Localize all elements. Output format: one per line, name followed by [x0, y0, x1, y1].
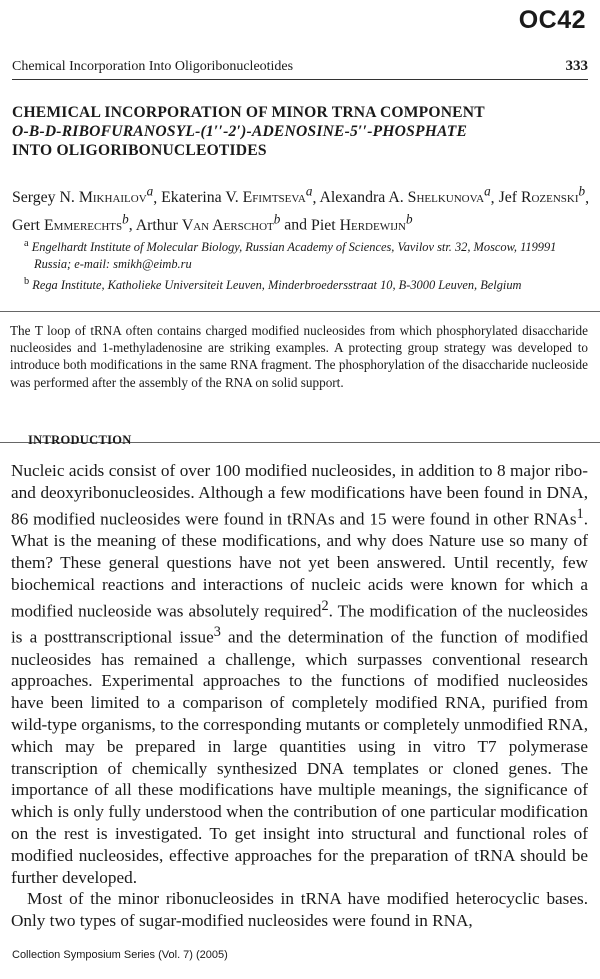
running-head-title: Chemical Incorporation Into Oligoribonucleotides [12, 59, 294, 74]
author-name: Piet Herdewijn$^b$ [311, 211, 413, 234]
author-name: Gert Emmerechts$^b$ [12, 211, 129, 234]
section-heading: INTRODUCTION [28, 433, 132, 447]
reference-mark: 3 [213, 624, 221, 641]
title-line-1: CHEMICAL INCORPORATION OF MINOR TRNA COMPONENT [12, 104, 485, 121]
author-name: Jef Rozenski$^b$ [498, 184, 586, 207]
page-number: 333 [565, 58, 588, 74]
author-list: Sergey N. Mikhailov$^a$, Ekaterina V. Efimtseva$^a$, Alexandra A. Shelkunova$^a$, Jef Rozenski$^b$, Gert Emmerechts$^b$, Arthur Van Aerschot$^b$ and Piet Herdewijn$^b$ [12, 184, 590, 234]
reference-mark: 1 [576, 505, 584, 522]
affiliation-a: $^a$ Engelhardt Institute of Molecular Biology, Russian Academy of Sciences, Vavilov str. 32, Moscow, 119991 Russia; e-mail: smikh@eimb.ru [24, 238, 557, 272]
title-line-2: O-Β-D-RIBOFURANOSYL-(1′′-2′)-ADENOSINE-5′′-PHOSPHATE [12, 123, 468, 140]
affiliation-b: $^b$ Rega Institute, Katholieke Universiteit Leuven, Minderbroedersstraat 10, B-3000 Leuven, Belgium [24, 276, 522, 293]
author-name: Arthur Van Aerschot$^b$ [135, 211, 281, 234]
header-rule [12, 79, 588, 80]
journal-footer: Collection Symposium Series (Vol. 7) (2005) [12, 949, 228, 961]
paper-code: OC42 [518, 6, 586, 34]
author-name: Ekaterina V. Efimtseva$^a$ [161, 184, 313, 207]
affiliations [24, 235, 592, 294]
title-line-3: INTO OLIGORIBONUCLEOTIDES [12, 142, 267, 159]
paragraph: Most of the minor ribonucleosides in tRNA have modified heterocyclic bases. Only two types of sugar-modified nucleosides were found in RNA, [11, 889, 588, 931]
reference-mark: 2 [321, 597, 329, 614]
author-name: Sergey N. Mikhailov$^a$ [12, 184, 154, 207]
author-name: Alexandra A. Shelkunova$^a$ [319, 184, 491, 207]
running-header [12, 58, 588, 75]
article-title [12, 103, 580, 160]
paragraph: Nucleic acids consist of over 100 modified nucleosides, in addition to 8 major ribo- and deoxyribonucleosides. Although a few modifications have been found in DNA, 86 modified nucleosides were found in tRNAs and 15 were found in other RNAs$^1$. What is the meaning of these modifications, and why does Nature use so many of them? These general questions have not yet been answered. Until recently, few biochemical reactions and interactions of nucleic acids were known for which a modified nucleoside was absolutely required$^2$. The modification of the nucleosides is a posttranscriptional issue$^3$ and the determination of the function of modified nucleosides has remained a challenge, which surpasses conventional research approaches. Experimental approaches to the functions of modified nucleosides have been limited to a comparison of completely modified RNA, purified from wild-type organisms, to the corresponding mutants or completely unmodified RNA, which may be prepared in large quantities using in vitro T7 polymerase transcription of chemically synthesized DNA templates or cloned genes. The importance of all these modifications have multiple meanings, the significance of which is only fully understood when the contribution of one particular modification on the rest is investigated. To get insight into structural and functional roles of modified nucleosides, effective approaches for the preparation of tRNA should be further developed. [11, 461, 588, 887]
body-text [11, 460, 588, 932]
abstract: The T loop of tRNA often contains charged modified nucleosides from which phosphorylated disaccharide nucleosides and 1-methyladenosine are striking examples. A protecting group strategy was developed to introduce both modifications in the same RNA fragment. The phosphorylation of the disaccharide nucleoside was performed after the assembly of the RNA on solid support. [10, 323, 588, 390]
